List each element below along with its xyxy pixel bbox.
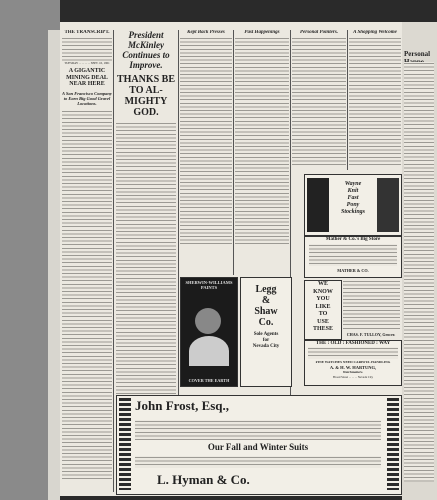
hartung-trade: Watchmakers.	[342, 370, 364, 374]
globe-icon	[189, 336, 229, 366]
legg-line3: Shaw	[254, 306, 278, 317]
weknow-l1: WE	[317, 281, 328, 287]
column-3	[180, 30, 232, 250]
headline-mckinley: President McKinley Continues to Improve.	[122, 30, 170, 70]
john-frost-ad	[116, 395, 402, 495]
left-gutter	[0, 0, 60, 500]
city-line: Broad Street . . . . . . Nevada City	[333, 375, 373, 379]
column-6	[349, 30, 401, 170]
old-fashioned-ad	[304, 340, 402, 386]
we-know-ad	[304, 280, 342, 340]
old-fashioned-sub: FINE WATCHES NEED CAREFUL HANDLING	[315, 360, 391, 364]
heading-personal-pointers: Personal Pointers.	[299, 30, 339, 35]
heading-shopping-welcome: A Shopping Welcome	[353, 30, 397, 35]
hyman-firm: L. Hyman & Co.	[157, 472, 250, 487]
stocking-illustration-right	[377, 178, 399, 232]
subhead-mining: A San Francisco Company to Earn Big Good Gravel Locations.	[62, 90, 112, 106]
masthead-date: TUESDAY . . . . . . . . SEPT. 10, 1901	[64, 61, 110, 65]
column-1	[62, 30, 112, 496]
column-4	[235, 30, 289, 250]
masthead-name: THE TRANSCRIPT.	[64, 30, 110, 35]
adjacent-page-strip	[402, 22, 437, 500]
legg-line4: Co.	[258, 317, 274, 328]
heading-past-happenings: Past Happenings	[244, 30, 280, 35]
ad-border-left	[119, 398, 131, 490]
ad-stockings: Stockings	[340, 209, 365, 215]
heading-kept-back: Kept Back Presses	[187, 30, 225, 35]
frost-title: John Frost, Esq.,	[135, 398, 230, 413]
weknow-l3: YOU	[316, 296, 330, 302]
legg-line6: for	[262, 338, 270, 343]
scan-top-border	[0, 0, 437, 22]
ad-border-right	[387, 398, 399, 490]
stocking-illustration-left	[307, 178, 329, 232]
legg-line1: Legg	[255, 284, 277, 295]
mather-ad	[304, 236, 402, 278]
tully-name: CHAS. F. TULLOY, Grocer.	[346, 332, 396, 337]
legg-line5: Sole Agents	[253, 332, 279, 337]
ad-wayne: Wayne	[344, 181, 362, 187]
stockings-ad	[304, 174, 402, 236]
weknow-l6: USE	[317, 318, 329, 325]
weknow-l4: LIKE	[315, 303, 331, 310]
newspaper-page	[60, 22, 402, 496]
frost-mid: Our Fall and Winter Suits	[207, 442, 309, 452]
legg-line2: &	[261, 295, 271, 306]
column-5	[292, 30, 346, 170]
legg-shaw-ad	[240, 277, 292, 387]
old-fashioned-title: THE : OLD : FASHIONED : WAY	[315, 341, 391, 346]
weknow-l5: TO	[318, 311, 328, 317]
ad-pony: Pony	[346, 202, 360, 208]
mather-footer: MATHER & CO.	[337, 268, 369, 273]
ad-fast: Fast	[347, 195, 359, 201]
ad-knit: Knit	[347, 188, 359, 194]
hartung-firm: A. & H. W. HARTUNG,	[329, 365, 377, 370]
weknow-copy	[343, 280, 400, 330]
adjacent-heading: Personal	[404, 50, 431, 58]
paint-ad	[180, 277, 238, 387]
legg-line7: Nevada City	[252, 344, 280, 349]
paint-footer: COVER THE EARTH	[188, 378, 230, 383]
weknow-l7: THESE	[312, 326, 333, 332]
headline-mining-deal: A GIGANTIC MINING DEAL NEAR HERE	[66, 68, 108, 87]
mather-title: Mather & Co.'s Big Store	[325, 237, 381, 242]
weknow-l2: KNOW	[313, 288, 333, 295]
headline-thanks: THANKS BE TO AL-MIGHTY GOD.	[116, 74, 176, 118]
paint-can-icon	[195, 308, 221, 334]
paint-title: SHERWIN-WILLIAMS PAINTS	[185, 280, 233, 290]
